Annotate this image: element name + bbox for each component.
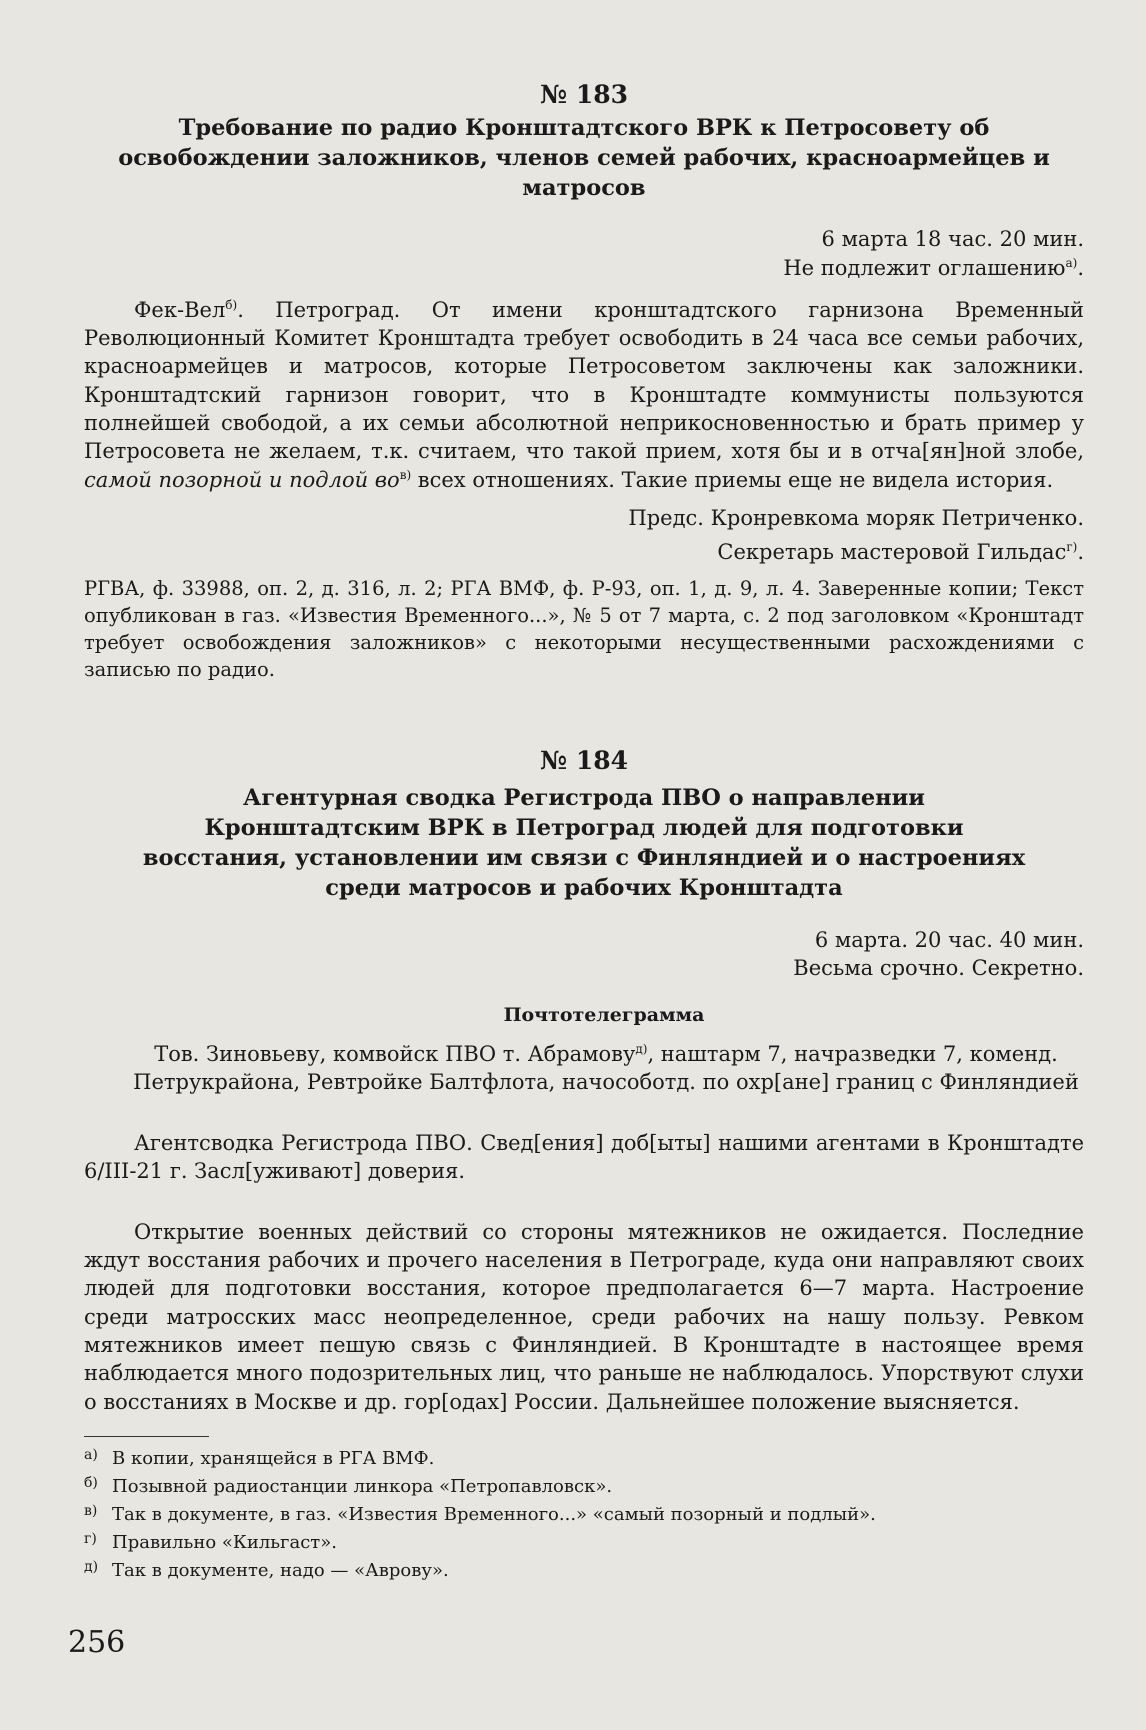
document-title-184: Агентурная сводка Регистрода ПВО о направлении Кронштадтским ВРК в Петроград людей для подготовки восстания, установлении им связи с Финляндией и о настроениях среди матросов и рабочих Кронштадта [142,784,1026,902]
page-number: 256 [68,1625,126,1660]
document-number-184: № 184 [539,745,629,775]
footnote-item: д) Так в документе, надо — «Аврову». [84,1558,449,1581]
recipients-list: Тов. Зиновьеву, комвойск ПВО т. Абрамову$^{д)}$, наштарм 7, начразведки 7, коменд. Петрукрайона, Ревтройке Балтфлота, начособотд. по охр[ане] границ с Финляндией [133,1041,1079,1095]
document-urgency-184: Весьма срочно. Секретно. [793,955,1084,980]
archive-reference-183: РГВА, ф. 33988, оп. 2, д. 316, л. 2; РГА ВМФ, ф. Р-93, оп. 1, д. 9, л. 4. Заверенные копии; Текст опубликован в газ. «Известия Временного...», № 5 от 7 марта, с. 2 под заголовком «Кронштадт требует освобождения заложников» с некоторыми несущественными расхождениями с записью по радио. [84,577,1084,682]
footnote-item: г) Правильно «Кильгаст». [84,1530,337,1553]
document-title-183: Требование по радио Кронштадтского ВРК к Петросовету об освобождении заложников, членов семей рабочих, красноармейцев и матросов [118,115,1050,202]
document-restriction-183: Не подлежит оглашению$^{а)}$. [783,255,1084,280]
footnote-divider [84,1436,209,1437]
footnote-item: а) В копии, хранящейся в РГА ВМФ. [84,1446,435,1469]
footnotes [84,1445,1084,1584]
signature-chairman: Предс. Кронревкома моряк Петриченко. [628,506,1084,531]
document-date-183: 6 марта 18 час. 20 мин. [821,227,1084,252]
signature-secretary: Секретарь мастеровой Гильдас$^{г)}$. [717,540,1084,565]
signature-block-183 [84,504,1084,566]
footnote-item: б) Позывной радиостанции линкора «Петропавловск». [84,1474,613,1497]
document-number-183: № 183 [539,80,629,109]
document-paragraph-2: Открытие военных действий со стороны мятежников не ожидается. Последние ждут восстания рабочих и прочего населения в Петрограде, куда они направляют своих людей для подготовки восстания, которое предполагается 6—7 марта. Настроение среди матросских масс неопределенное, среди рабочих на нашу пользу. Ревком мятежников имеет пешую связь с Финляндией. В Кронштадте в настоящее время наблюдается много подозрительных лиц, что раньше не наблюдалось. Упорствуют слухи о восстаниях в Москве и др. гор[одах] России. Дальнейшее положение выясняется. [84,1219,1084,1414]
document-paragraph-1: Агентсводка Регистрода ПВО. Свед[ения] доб[ыты] нашими агентами в Кронштадте 6/III-21 г. Засл[уживают] доверия. [84,1130,1084,1184]
document-body-183: Фек-Вел$^{б)}$. Петроград. От имени кронштадтского гарнизона Временный Революционный Комитет Кронштадта требует освободить в 24 часа все семьи рабочих, красноармейцев и матросов, которые Петросоветом заключены как заложники. Кронштадтский гарнизон говорит, что в Кронштадте коммунисты пользуются полнейшей свободой, а их семьи абсолютной неприкосновенностью и брать пример у Петросовета не желаем, т.к. считаем, что такой прием, хотя бы и в отча[ян]ной злобе, самой позорной и подлой $во^{в)}$ всех отношениях. Такие приемы еще не видела история. [84,297,1084,492]
footnote-item: в) Так в документе, в газ. «Известия Временного...» «самый позорный и подлый». [84,1502,876,1525]
document-date-184: 6 марта. 20 час. 40 мин. [814,927,1084,952]
date-block-183 [84,225,1084,281]
document-type-heading: Почтотелеграмма [503,1003,705,1026]
date-block-184 [84,926,1084,982]
